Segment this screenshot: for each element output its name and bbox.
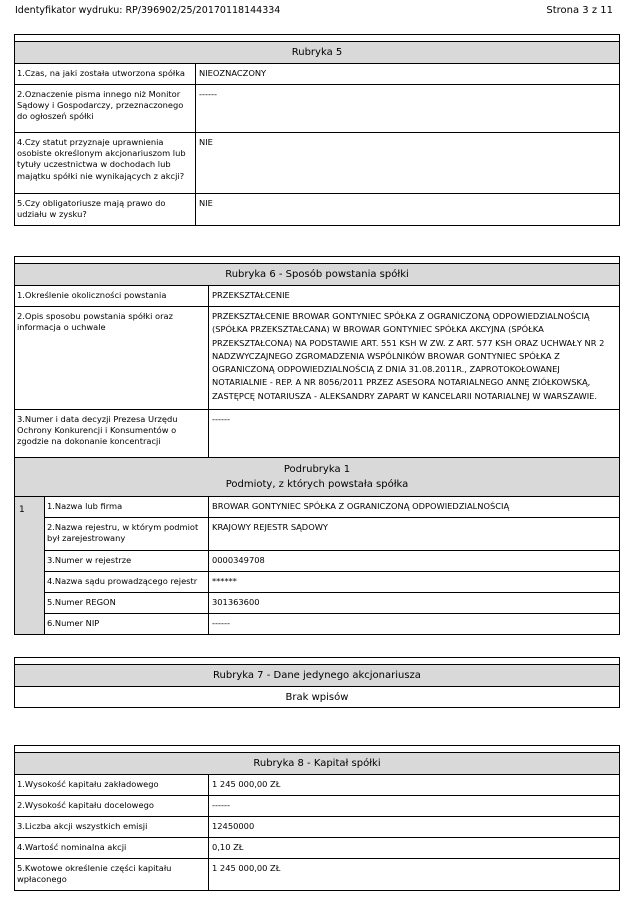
top-divider	[15, 658, 619, 665]
table-row	[15, 838, 619, 859]
section-title: Rubryka 5	[15, 42, 619, 64]
field-label: 2.Wysokość kapitału docelowego	[15, 796, 209, 816]
section-title: Rubryka 7 - Dane jedynego akcjonariusza	[15, 665, 619, 687]
subsection-entity-1	[15, 497, 619, 634]
table-row	[45, 518, 619, 551]
field-label: 5.Kwotowe określenie części kapitału wpłaconego	[15, 859, 209, 890]
field-value: ------	[212, 800, 230, 810]
field-label: 3.Numer w rejestrze	[45, 551, 209, 571]
table-row	[45, 572, 619, 593]
field-value: NIEOZNACZONY	[199, 68, 267, 78]
table-row	[15, 817, 619, 838]
top-divider	[15, 746, 619, 753]
field-label: 3.Numer i data decyzji Prezesa Urzędu Ochrony Konkurencji i Konsumentów o zgodzie na dokonanie koncentracji	[15, 410, 209, 457]
section-rubryka-5	[14, 34, 620, 226]
section-rubryka-6	[14, 256, 620, 635]
field-label: 5.Numer REGON	[45, 593, 209, 613]
field-label: 1.Czas, na jaki została utworzona spółka	[15, 64, 196, 84]
field-label: 6.Numer NIP	[45, 614, 209, 634]
top-divider	[15, 35, 619, 42]
page-number: Strona 3 z 11	[546, 5, 613, 16]
section-rubryka-8	[14, 745, 620, 891]
field-value: 12450000	[212, 821, 255, 831]
table-row	[15, 796, 619, 817]
field-label: 5.Czy obligatoriusze mają prawo do udziału w zysku?	[15, 194, 196, 225]
field-label: 1.Określenie okoliczności powstania	[15, 286, 209, 306]
field-value: ------	[212, 414, 230, 424]
field-value: PRZEKSZTAŁCENIE BROWAR GONTYNIEC SPÓŁKA Z OGRANICZONĄ ODPOWIEDZIALNOŚCIĄ (SPÓŁKA PRZEKSZTAŁCANA) W BROWAR GONTYNIEC SPÓŁKA AKCYJNA (SPÓŁKA PRZEKSZTAŁCONA) NA PODSTAWIE ART. 551 KSH W ZW. Z ART. 577 KSH ORAZ UCHWAŁY NR 2 NADZWYCZAJNEGO ZGROMADZENIA WSPÓLNIKÓW BROWAR GONTYNIEC SPÓŁKA Z OGRANICZONĄ ODPOWIEDZIALNOŚCIĄ Z DNIA 31.08.2011R., ZAPROTOKOŁOWANEJ NOTARIALNIE - REP. A NR 8056/2011 PRZEZ ASESORA NOTARIALNEGO ANNĘ ZIÓŁKOWSKĄ, ZASTĘPCĘ NOTARIUSZA - ALEKSANDRY ZAPART W KANCELARII NOTARIALNEJ W WARSZAWIE.	[212, 311, 605, 401]
table-row	[15, 859, 619, 890]
field-label: 2.Nazwa rejestru, w którym podmiot był zarejestrowany	[45, 518, 209, 550]
table-row	[15, 64, 619, 85]
field-value: BROWAR GONTYNIEC SPÓŁKA Z OGRANICZONĄ ODPOWIEDZIALNOŚCIĄ	[212, 501, 510, 511]
print-identifier: Identyfikator wydruku: RP/396902/25/20170118144334	[15, 5, 281, 16]
table-row	[15, 194, 619, 225]
subsection-subtitle: Podmioty, z których powstała spółka	[225, 478, 409, 490]
table-row	[45, 614, 619, 634]
table-row	[15, 775, 619, 796]
section-rubryka-7	[14, 657, 620, 708]
field-value: 0000349708	[212, 555, 265, 565]
field-value: 0,10 ZŁ	[212, 842, 244, 852]
table-row	[15, 133, 619, 194]
field-value: NIE	[199, 137, 213, 147]
field-value: ------	[212, 618, 230, 628]
subsection-title: Podrubryka 1	[283, 464, 351, 475]
subsection-header	[15, 458, 619, 497]
field-label: 3.Liczba akcji wszystkich emisji	[15, 817, 209, 837]
field-label: 4.Czy statut przyznaje uprawnienia osobiste określonym akcjonariuszom lub tytuły uczestnictwa w dochodach lub majątku spółki nie wynikających z akcji?	[15, 133, 196, 193]
field-label: 2.Oznaczenie pisma innego niż Monitor Sądowy i Gospodarczy, przeznaczonego do ogłoszeń spółki	[15, 85, 196, 132]
field-value: NIE	[199, 198, 213, 208]
table-row	[45, 497, 619, 518]
table-row	[15, 307, 619, 410]
field-label: 2.Opis sposobu powstania spółki oraz informacja o uchwale	[15, 307, 209, 409]
section-title: Rubryka 8 - Kapitał spółki	[15, 753, 619, 775]
top-divider	[15, 257, 619, 264]
field-value: ******	[212, 576, 237, 586]
field-label: 4.Wartość nominalna akcji	[15, 838, 209, 858]
field-value: PRZEKSZTAŁCENIE	[212, 290, 290, 300]
table-row	[45, 551, 619, 572]
field-value: 1 245 000,00 ZŁ	[212, 863, 281, 873]
table-row	[15, 286, 619, 307]
table-row	[15, 410, 619, 458]
no-entries-text: Brak wpisów	[285, 692, 349, 703]
table-row	[45, 593, 619, 614]
field-label: 1.Wysokość kapitału zakładowego	[15, 775, 209, 795]
field-value: ------	[199, 89, 217, 99]
entity-rows	[45, 497, 619, 634]
section-title: Rubryka 6 - Sposób powstania spółki	[15, 264, 619, 286]
field-value: 1 245 000,00 ZŁ	[212, 779, 281, 789]
field-value: KRAJOWY REJESTR SĄDOWY	[212, 522, 328, 532]
field-label: 1.Nazwa lub firma	[45, 497, 209, 517]
entry-number: 1	[15, 497, 45, 634]
table-row	[15, 85, 619, 133]
field-label: 4.Nazwa sądu prowadzącego rejestr	[45, 572, 209, 592]
field-value: 301363600	[212, 597, 260, 607]
